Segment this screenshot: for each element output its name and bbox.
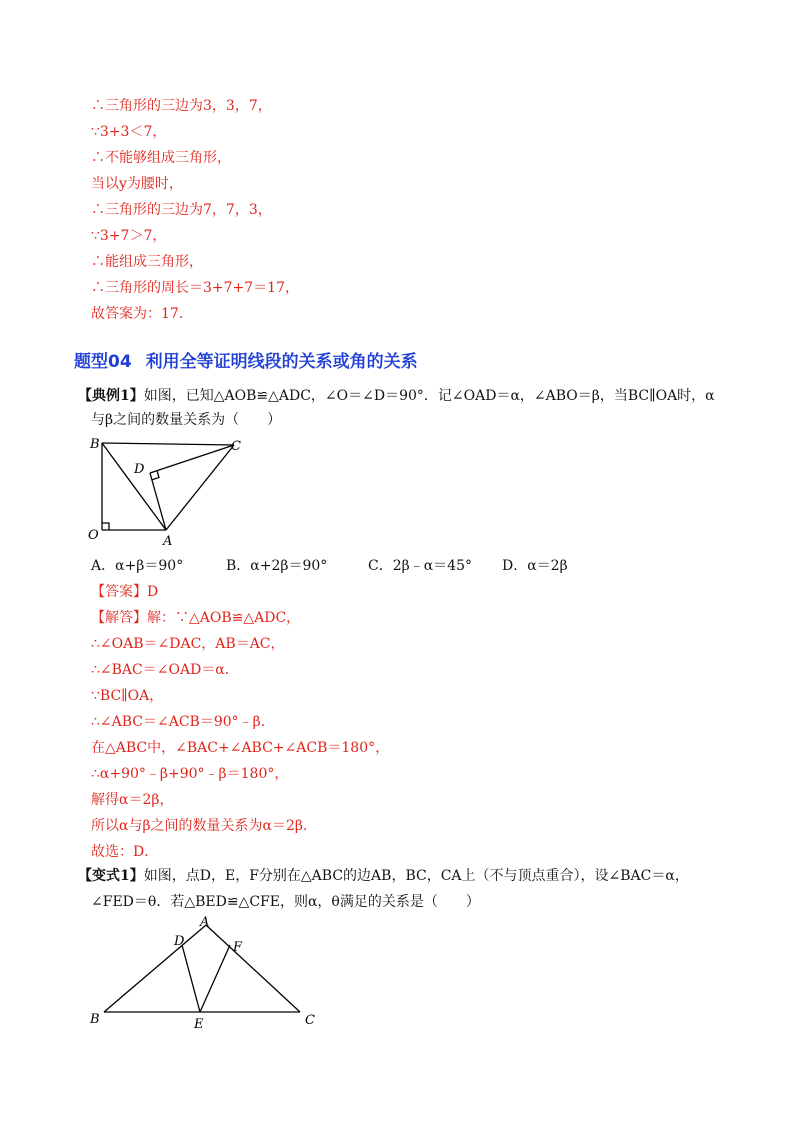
- solution-line: ∴三角形的三边为3，3，7，: [91, 98, 272, 114]
- solution-line: 所以α与β之间的数量关系为α＝2β．: [91, 818, 318, 834]
- solution-line: ∵3+3＜7，: [91, 124, 167, 140]
- example1-stem-line1: [78, 386, 715, 406]
- segment-DA: [150, 473, 166, 530]
- solution-line: ∴三角形的周长＝3+7+7＝17，: [91, 280, 299, 296]
- example1-stem-line2: 与β之间的数量关系为（ ）: [91, 412, 282, 428]
- example1-answer: 【答案】D: [91, 584, 159, 600]
- solution-line: ∵BC∥OA，: [91, 688, 164, 704]
- variant1-stem-line1: [78, 866, 689, 886]
- label-C: C: [231, 439, 241, 454]
- solution-line: ∴三角形的三边为7，7，3，: [91, 202, 272, 218]
- example1-stem: 如图，已知△AOB≌△ADC，∠O＝∠D＝90°．记∠OAD＝α，∠ABO＝β，当BC∥OA时，α: [143, 388, 715, 404]
- segment-BC: [102, 443, 234, 445]
- option-a[interactable]: A．α+β＝90°: [91, 558, 184, 574]
- segment-DC: [150, 445, 234, 473]
- variant1-tag: 【变式1】: [78, 868, 144, 884]
- segment-CA: [166, 445, 234, 530]
- solution-line: 当以y为腰时，: [91, 176, 183, 192]
- segment-BA: [104, 925, 206, 1012]
- solution-line: ∵3+7＞7，: [91, 228, 167, 244]
- label-E: E: [194, 1017, 204, 1032]
- solution-line: 故选：D．: [91, 844, 159, 860]
- solution-line: ∴不能够组成三角形，: [91, 150, 231, 166]
- segment-DE: [182, 945, 200, 1012]
- solution-line: 在△ABC中，∠BAC+∠ABC+∠ACB＝180°，: [91, 740, 390, 756]
- solution-line: ∴α+90°﹣β+90°﹣β＝180°，: [91, 766, 289, 782]
- example1-figure: [84, 435, 254, 550]
- label-B: B: [90, 1012, 100, 1027]
- option-c[interactable]: C．2β﹣α＝45°: [368, 558, 472, 574]
- variant1-stem-line2: ∠FED＝θ．若△BED≌△CFE，则α，θ满足的关系是（ ）: [91, 894, 480, 910]
- section-heading: [74, 350, 418, 374]
- solution-line: ∴能组成三角形，: [91, 254, 203, 270]
- solution-line: ∴∠ABC＝∠ACB＝90°﹣β．: [91, 714, 275, 730]
- solution-line: 解得α＝2β，: [91, 792, 174, 808]
- variant1-figure: [88, 915, 328, 1035]
- label-O: O: [88, 528, 99, 543]
- option-d[interactable]: D．α＝2β: [502, 558, 568, 574]
- solution-line: ∴∠OAB＝∠DAC，AB＝AC，: [91, 636, 285, 652]
- label-A: A: [200, 915, 210, 930]
- solution-line: ∴∠BAC＝∠OAD＝α．: [91, 662, 239, 678]
- right-angle-mark-O: [102, 523, 109, 530]
- segment-EF: [200, 945, 230, 1012]
- option-b[interactable]: B．α+2β＝90°: [226, 558, 328, 574]
- label-B: B: [90, 437, 100, 452]
- label-F: F: [233, 940, 243, 955]
- solution-line: 【解答】解：∵△AOB≌△ADC，: [91, 610, 301, 626]
- label-A: A: [163, 534, 173, 549]
- solution-line: 故答案为：17.: [91, 306, 184, 322]
- example1-tag: 【典例1】: [78, 388, 144, 404]
- section-number: 题型04: [74, 352, 132, 372]
- label-C: C: [305, 1013, 315, 1028]
- segment-BA: [102, 443, 166, 530]
- label-D: D: [134, 462, 145, 477]
- label-D: D: [174, 934, 185, 949]
- variant1-stem: 如图，点D，E，F分别在△ABC的边AB，BC，CA上（不与顶点重合），设∠BAC＝α，: [143, 868, 689, 884]
- section-title: 利用全等证明线段的关系或角的关系: [145, 352, 418, 372]
